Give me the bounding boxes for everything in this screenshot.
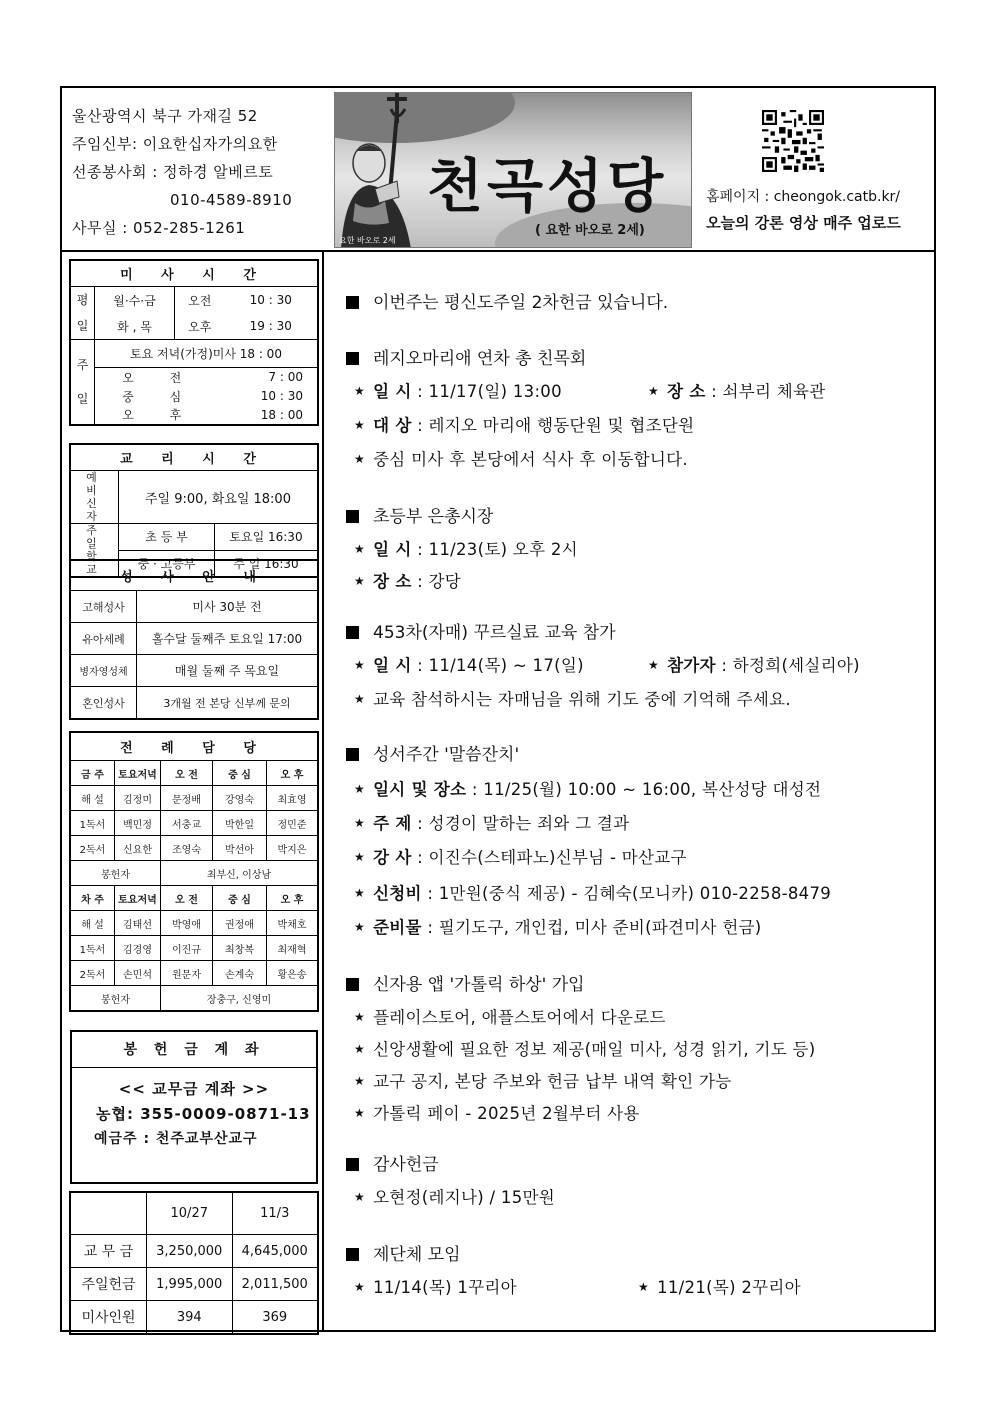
table-row xyxy=(71,1268,318,1301)
stats-row-label: 미사인원 xyxy=(71,1301,147,1334)
roster-cell: 1독서 xyxy=(71,936,115,961)
star-bullet-icon: ★ xyxy=(354,1042,366,1056)
notice-heading-text: 신자용 앱 '가톨릭 하상' 가입 xyxy=(373,975,585,995)
evangelist-phone: 010-4589-8910 xyxy=(170,191,293,209)
banner-credit: 요한 바오로 2세 xyxy=(339,236,396,245)
roster-cell: 해 설 xyxy=(71,911,115,936)
roster-cell: 원문자 xyxy=(161,961,213,986)
star-bullet-icon: ★ xyxy=(354,1010,366,1024)
sacrament-name-4: 혼인성사 xyxy=(71,687,137,719)
notice-heading-text: 이번주는 평신도주일 2차헌금 있습니다. xyxy=(373,293,669,313)
church-banner xyxy=(334,92,692,248)
roster-header: 오 후 xyxy=(267,761,318,786)
roster-cell: 박한일 xyxy=(213,811,267,836)
square-bullet-icon xyxy=(346,510,359,523)
roster-header: 오 전 xyxy=(161,886,213,911)
offering-account-heading: << 교무금 계좌 >> xyxy=(118,1080,270,1098)
notice-item xyxy=(354,568,461,592)
roster-cell: 신요한 xyxy=(115,836,161,861)
notice-heading-text: 제단체 모임 xyxy=(373,1245,461,1265)
item-label: 일 시 xyxy=(373,540,412,559)
elementary-label: 초 등 부 xyxy=(119,524,215,551)
star-bullet-icon: ★ xyxy=(354,452,366,466)
item-value: : 필기도구, 개인컵, 미사 준비(파견미사 헌금) xyxy=(427,918,762,937)
square-bullet-icon xyxy=(346,626,359,639)
roster-cell: 박지은 xyxy=(267,836,318,861)
notice-item xyxy=(354,1274,517,1298)
secondary-time: 주 일 16:30 xyxy=(215,550,318,577)
square-bullet-icon xyxy=(346,978,359,991)
saturday-evening-mass: 토요 저녁(가정)미사 18 : 00 xyxy=(95,340,318,368)
item-label: 강 사 xyxy=(373,848,412,867)
item-label: 신청비 xyxy=(373,884,422,903)
item-value: : 쇠부리 체육관 xyxy=(711,382,826,401)
sunday-slot-1: 오 전 xyxy=(95,368,225,387)
item-value: 가톨릭 페이 - 2025년 2월부터 사용 xyxy=(373,1104,640,1123)
item-value: 교구 공지, 본당 주보와 헌금 납부 내역 확인 가능 xyxy=(373,1072,732,1091)
sacrament-name-1: 고해성사 xyxy=(71,591,137,623)
item-value: 중심 미사 후 본당에서 식사 후 이동합니다. xyxy=(373,450,688,469)
offering-account-number: 농협: 355-0009-0871-13 xyxy=(96,1105,311,1123)
roster-cell: 1독서 xyxy=(71,811,115,836)
roster-header: 토요저녁 xyxy=(115,761,161,786)
offering-bearer-label: 봉헌자 xyxy=(71,986,161,1011)
roster-cell: 손계숙 xyxy=(213,961,267,986)
star-bullet-icon: ★ xyxy=(354,1190,366,1204)
square-bullet-icon xyxy=(346,352,359,365)
item-value: : 레지오 마리애 행동단원 및 협조단원 xyxy=(417,416,695,435)
roster-header: 중 심 xyxy=(213,761,267,786)
stats-col-header: 10/27 xyxy=(147,1193,233,1235)
roster-cell: 강영숙 xyxy=(213,786,267,811)
table-row xyxy=(71,836,318,861)
notice-item xyxy=(354,652,584,676)
sunday-slot-3: 오 후 xyxy=(95,406,225,425)
roster-header: 토요저녁 xyxy=(115,886,161,911)
sacraments-title: 성 사 안 내 xyxy=(71,561,318,591)
homepage-url[interactable]: 홈페이지 : cheongok.catb.kr/ xyxy=(706,189,901,205)
notice-heading-text: 453차(자매) 꾸르실료 교육 참가 xyxy=(373,623,616,643)
catechumen-time: 주일 9:00, 화요일 18:00 xyxy=(119,471,318,524)
qr-code-icon[interactable] xyxy=(762,110,824,172)
notice-item xyxy=(354,1184,555,1208)
offering-stats-table xyxy=(70,1192,318,1334)
item-label: 일 시 xyxy=(373,656,412,675)
notice-item xyxy=(354,914,762,938)
roster-cell: 황은송 xyxy=(267,961,318,986)
notice-heading xyxy=(346,288,668,313)
sunday-time-1: 7 : 00 xyxy=(225,368,318,387)
star-bullet-icon: ★ xyxy=(648,658,660,672)
item-value: : 11/17(일) 13:00 xyxy=(417,382,562,401)
doctrine-times-table xyxy=(70,444,318,577)
item-value: 11/14(목) 1꾸리아 xyxy=(373,1278,517,1297)
roster-cell: 백민정 xyxy=(115,811,161,836)
notice-item xyxy=(354,446,688,470)
item-value: : 1만원(중식 제공) - 김혜숙(모니카) 010-2258-8479 xyxy=(427,884,832,903)
notice-item xyxy=(354,1004,666,1028)
item-value: : 11/14(목) ~ 17(일) xyxy=(417,656,584,675)
item-value: 11/21(목) 2꾸리아 xyxy=(657,1278,801,1297)
stats-corner xyxy=(71,1193,147,1235)
roster-cell: 김태선 xyxy=(115,911,161,936)
item-value: 신앙생활에 필요한 정보 제공(매일 미사, 성경 읽기, 기도 등) xyxy=(373,1040,816,1059)
item-value: : 11/23(토) 오후 2시 xyxy=(417,540,578,559)
roster-cell: 서충교 xyxy=(161,811,213,836)
sacrament-info-4: 3개월 전 본당 신부께 문의 xyxy=(137,687,318,719)
church-info xyxy=(72,102,292,242)
sacraments-table xyxy=(70,560,318,719)
roster-cell: 이진규 xyxy=(161,936,213,961)
star-bullet-icon: ★ xyxy=(354,1280,366,1294)
notice-heading xyxy=(346,970,585,995)
square-bullet-icon xyxy=(346,748,359,761)
notice-heading-text: 초등부 은총시장 xyxy=(373,507,494,527)
stats-col-header: 11/3 xyxy=(232,1193,318,1235)
weekday-time-2: 19 : 30 xyxy=(225,313,318,340)
stats-cell: 369 xyxy=(232,1301,318,1334)
item-label: 일 시 xyxy=(373,382,412,401)
item-label: 대 상 xyxy=(373,416,412,435)
weekday-days-1: 월·수·금 xyxy=(95,287,175,314)
star-bullet-icon: ★ xyxy=(354,920,366,934)
item-value: 플레이스토어, 애플스토어에서 다운로드 xyxy=(373,1008,666,1027)
evangelist: 선종봉사회 : 정하경 알베르토 xyxy=(72,163,274,181)
offering-bearer-label: 봉헌자 xyxy=(71,861,161,886)
liturgy-title: 전 례 담 당 xyxy=(71,733,318,761)
notice-heading xyxy=(346,1240,461,1265)
weekday-ampm-2: 오후 xyxy=(175,313,225,340)
weekday-ampm-1: 오전 xyxy=(175,287,225,314)
star-bullet-icon: ★ xyxy=(354,692,366,706)
notice-item xyxy=(354,412,694,436)
liturgy-roster-table xyxy=(70,732,318,1011)
notice-item xyxy=(354,1100,640,1124)
star-bullet-icon: ★ xyxy=(638,1280,650,1294)
stats-row-label: 주일헌금 xyxy=(71,1268,147,1301)
roster-cell: 박채호 xyxy=(267,911,318,936)
roster-cell: 손민석 xyxy=(115,961,161,986)
address: 울산광역시 북구 가재길 52 xyxy=(72,107,258,125)
roster-cell: 박선아 xyxy=(213,836,267,861)
notice-heading xyxy=(346,502,493,527)
star-bullet-icon: ★ xyxy=(354,816,366,830)
notice-heading-text: 레지오마리애 연차 총 친목회 xyxy=(373,349,587,369)
item-label: 주 제 xyxy=(373,814,412,833)
star-bullet-icon: ★ xyxy=(354,1074,366,1088)
church-name: 천곡성당 xyxy=(427,152,668,220)
square-bullet-icon xyxy=(346,296,359,309)
item-value: : 강당 xyxy=(417,572,462,591)
item-value: : 11/25(월) 10:00 ~ 16:00, 복산성당 대성전 xyxy=(471,780,822,799)
office-phone: 사무실 : 052-285-1261 xyxy=(72,219,246,237)
sunday-school-label: 주일학교 xyxy=(71,524,119,577)
notice-heading xyxy=(346,344,586,369)
roster-header: 금 주 xyxy=(71,761,115,786)
table-row xyxy=(71,1301,318,1334)
header xyxy=(62,88,934,252)
sacrament-info-3: 매월 둘째 주 목요일 xyxy=(137,655,318,687)
roster-cell: 최재혁 xyxy=(267,936,318,961)
roster-cell: 김정미 xyxy=(115,786,161,811)
bulletin-frame xyxy=(60,86,936,1332)
doctrine-title: 교 리 시 간 xyxy=(71,445,318,471)
weekday-days-2: 화 , 목 xyxy=(95,313,175,340)
secondary-label: 중 · 고등부 xyxy=(119,550,215,577)
notice-heading-text: 감사헌금 xyxy=(373,1155,439,1175)
sermon-upload-note: 오늘의 강론 영상 매주 업로드 xyxy=(706,214,901,232)
roster-header: 중 심 xyxy=(213,886,267,911)
sunday-time-3: 18 : 00 xyxy=(225,406,318,425)
star-bullet-icon: ★ xyxy=(648,384,660,398)
sacrament-name-2: 유아세례 xyxy=(71,623,137,655)
star-bullet-icon: ★ xyxy=(354,782,366,796)
notice-item xyxy=(648,652,860,676)
offering-account-box xyxy=(70,1030,318,1184)
square-bullet-icon xyxy=(346,1158,359,1171)
sunday-slot-2: 중 심 xyxy=(95,387,225,406)
star-bullet-icon: ★ xyxy=(354,886,366,900)
sunday-time-2: 10 : 30 xyxy=(225,387,318,406)
table-row xyxy=(71,811,318,836)
stats-row-label: 교 무 금 xyxy=(71,1235,147,1268)
mass-times-title: 미 사 시 간 xyxy=(71,261,318,287)
item-label: 장 소 xyxy=(667,382,706,401)
roster-cell: 2독서 xyxy=(71,836,115,861)
notice-item xyxy=(354,880,831,904)
star-bullet-icon: ★ xyxy=(354,384,366,398)
item-label: 참가자 xyxy=(667,656,716,675)
table-row xyxy=(71,911,318,936)
star-bullet-icon: ★ xyxy=(354,658,366,672)
item-value: 오현정(레지나) / 15만원 xyxy=(373,1188,555,1207)
item-label: 장 소 xyxy=(373,572,412,591)
offering-account-holder: 예금주 : 천주교부산교구 xyxy=(94,1131,258,1147)
sacrament-info-2: 홀수달 둘째주 토요일 17:00 xyxy=(137,623,318,655)
table-row xyxy=(71,1235,318,1268)
catechumen-label: 예비신자 xyxy=(71,471,119,524)
notices-column xyxy=(324,252,934,1330)
roster-header: 오 전 xyxy=(161,761,213,786)
roster-cell: 조영숙 xyxy=(161,836,213,861)
table-row xyxy=(71,936,318,961)
square-bullet-icon xyxy=(346,1248,359,1261)
offering-account-title: 봉 헌 금 계 좌 xyxy=(72,1032,316,1068)
roster-header: 오 후 xyxy=(267,886,318,911)
notice-item xyxy=(354,810,629,834)
notice-heading xyxy=(346,1150,439,1175)
elementary-time: 토요일 16:30 xyxy=(215,524,318,551)
notice-heading xyxy=(346,740,519,765)
item-value: : 하정희(세실리아) xyxy=(721,656,860,675)
notice-item xyxy=(354,536,578,560)
weekday-time-1: 10 : 30 xyxy=(225,287,318,314)
pastor: 주임신부: 이요한십자가의요한 xyxy=(72,135,278,153)
roster-cell: 2독서 xyxy=(71,961,115,986)
roster-cell: 문정배 xyxy=(161,786,213,811)
notice-item xyxy=(648,378,826,402)
item-label: 일시 및 장소 xyxy=(373,780,467,799)
notice-item xyxy=(354,1036,815,1060)
roster-cell: 정민준 xyxy=(267,811,318,836)
offering-bearers: 최부신, 이상남 xyxy=(161,861,318,886)
stats-cell: 2,011,500 xyxy=(232,1268,318,1301)
notice-heading-text: 성서주간 '말씀잔치' xyxy=(373,745,520,765)
star-bullet-icon: ★ xyxy=(354,574,366,588)
item-value: : 이진수(스테파노)신부님 - 마산교구 xyxy=(417,848,687,867)
star-bullet-icon: ★ xyxy=(354,418,366,432)
table-row xyxy=(71,961,318,986)
notice-item xyxy=(638,1274,801,1298)
notice-item xyxy=(354,844,687,868)
star-bullet-icon: ★ xyxy=(354,1106,366,1120)
roster-cell: 김경영 xyxy=(115,936,161,961)
notice-item xyxy=(354,776,821,800)
patron-saint: ( 요한 바오로 2세) xyxy=(535,223,645,238)
item-value: 교육 참석하시는 자매님을 위해 기도 중에 기억해 주세요. xyxy=(373,690,791,709)
roster-header: 차 주 xyxy=(71,886,115,911)
roster-cell: 최창복 xyxy=(213,936,267,961)
stats-cell: 394 xyxy=(147,1301,233,1334)
roster-cell: 해 설 xyxy=(71,786,115,811)
weekday-label: 평일 xyxy=(71,287,95,340)
item-label: 준비물 xyxy=(373,918,422,937)
sacrament-info-1: 미사 30분 전 xyxy=(137,591,318,623)
star-bullet-icon: ★ xyxy=(354,542,366,556)
sacrament-name-3: 병자영성체 xyxy=(71,655,137,687)
stats-cell: 4,645,000 xyxy=(232,1235,318,1268)
roster-cell: 박영애 xyxy=(161,911,213,936)
left-sidebar xyxy=(62,252,324,1330)
table-row xyxy=(71,786,318,811)
notice-item xyxy=(354,686,791,710)
star-bullet-icon: ★ xyxy=(354,850,366,864)
sunday-label: 주일 xyxy=(71,340,95,425)
stats-cell: 3,250,000 xyxy=(147,1235,233,1268)
offering-bearers: 장충구, 신영미 xyxy=(161,986,318,1011)
item-value: : 성경이 말하는 죄와 그 결과 xyxy=(417,814,630,833)
roster-cell: 최효영 xyxy=(267,786,318,811)
notice-item xyxy=(354,378,562,402)
stats-cell: 1,995,000 xyxy=(147,1268,233,1301)
notice-item xyxy=(354,1068,732,1092)
mass-times-table xyxy=(70,260,318,425)
notice-heading xyxy=(346,618,616,643)
roster-cell: 권정애 xyxy=(213,911,267,936)
